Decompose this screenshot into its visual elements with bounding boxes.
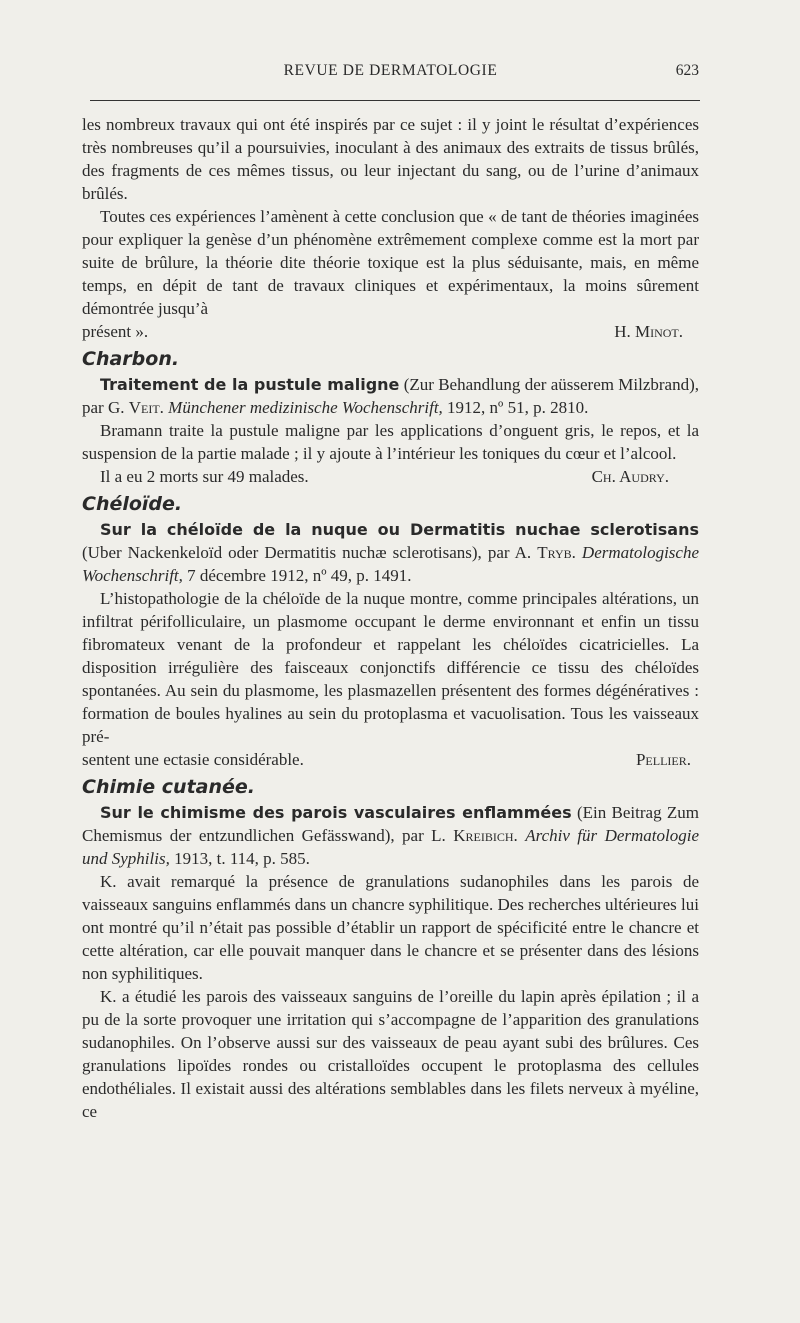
intro-signature: H. Minot. xyxy=(614,322,683,341)
chimie-ref-a: (Ein Beitrag Zum Chemismus der entzundlichen Gefässwand), par L. xyxy=(82,803,699,845)
running-header xyxy=(82,62,699,90)
cheloide-article-title: Sur la chéloïde de la nuque ou Dermatitis nuchae sclerotisans xyxy=(100,520,699,539)
charbon-journal: Münchener medizinische Wochenschrift, xyxy=(168,398,443,417)
charbon-signature-row xyxy=(82,465,699,488)
intro-paragraph-2-end: présent ». xyxy=(82,322,149,341)
charbon-paragraph-2: Il a eu 2 morts sur 49 malades. xyxy=(100,467,309,486)
chimie-journal: Archiv für Dermatologie und Syphilis, xyxy=(82,826,700,868)
cheloide-signature-row xyxy=(82,748,699,771)
cheloide-paragraph-1-end: sentent une ectasie considérable. xyxy=(82,750,304,769)
charbon-author: Veit xyxy=(128,398,160,417)
cheloide-ref-c: 7 décembre 1912, nº 49, p. 1491. xyxy=(182,566,412,585)
page-body xyxy=(82,113,699,1123)
cheloide-author: Tryb xyxy=(537,543,572,562)
charbon-ref-a: (Zur Behandlung der aüsserem Milzbrand), par G. xyxy=(82,375,699,417)
cheloide-paragraph-1: L’histopathologie de la chéloïde de la nuque montre, comme principales altérations, un infiltrat périfolliculaire, un plasmome occupant le derme environnant et enfin un tissu fibromateux venant de la profondeur et rappelant les chéloïdes cicatricielles. La disposition irrégulière des faisceaux conjonctifs différencie ce tissu des chéloïdes spontanées. Au sein du plasmome, les plasmazellen présentent des formes dégénératives : formation de boules hyalines au sein du protoplasma et vacuolisation. Tous les vaisseaux pré- xyxy=(82,589,699,746)
charbon-reference xyxy=(82,373,699,419)
cheloide-reference xyxy=(82,518,699,587)
cheloide-journal: Dermatologische Wochenschrift, xyxy=(82,543,700,585)
charbon-ref-c: 1912, nº 51, p. 2810. xyxy=(442,398,589,417)
page-number: 623 xyxy=(675,62,699,79)
charbon-article-title: Traitement de la pustule maligne xyxy=(100,375,400,394)
chimie-reference xyxy=(82,801,699,870)
cheloide-ref-b: . xyxy=(571,543,582,562)
section-heading-cheloide: Chéloïde. xyxy=(82,493,183,515)
charbon-ref-b: . xyxy=(159,398,169,417)
chimie-article-title: Sur le chimisme des parois vasculaires enflammées xyxy=(100,803,572,822)
intro-signature-row xyxy=(82,320,699,343)
charbon-paragraph-1: Bramann traite la pustule maligne par les applications d’onguent gris, le repos, et la suspension de la partie malade ; il y ajoute à l’intérieur les toniques du cœur et l’alcool. xyxy=(82,421,699,463)
chimie-ref-b: . xyxy=(513,826,526,845)
charbon-signature: Ch. Audry. xyxy=(591,467,669,486)
cheloide-ref-a: (Uber Nackenkeloïd oder Dermatitis nuchæ sclerotisans), par A. xyxy=(82,543,538,562)
chimie-author: Kreibich xyxy=(453,826,514,845)
header-rule xyxy=(90,100,700,101)
intro-paragraph-2: Toutes ces expériences l’amènent à cette conclusion que « de tant de théories imaginées pour expliquer la genèse d’un phénomène extrêmement complexe comme est la mort par suite de brûlure, la théorie dite théorie toxique est la plus séduisante, mais, en même temps, en dépit de tant de travaux cliniques et expérimentaux, la moins sûrement démontrée jusqu’à xyxy=(82,207,699,318)
cheloide-signature: Pellier. xyxy=(635,750,691,769)
section-heading-charbon: Charbon. xyxy=(82,348,180,370)
intro-paragraph-1: les nombreux travaux qui ont été inspirés par ce sujet : il y joint le résultat d’expériences très nombreuses qu’il a poursuivies, inoculant à des animaux des extraits de tissus brûlés, des fragments de ces mêmes tissus, ou leur injectant du sang, ou de l’urine d’animaux brûlés. xyxy=(82,115,699,203)
section-heading-chimie: Chimie cutanée. xyxy=(82,776,256,798)
chimie-ref-c: 1913, t. 114, p. 585. xyxy=(169,849,310,868)
chimie-paragraph-1: K. avait remarqué la présence de granulations sudanophiles dans les parois de vaisseaux sanguins enflammés dans un chancre syphilitique. Des recherches ultérieures lui ont montré qu’il n’était pas possible d’établir un rapport de spécificité entre le chancre et cette altération, car elle pouvait manquer dans le chancre et se présenter dans des lésions non syphilitiques. xyxy=(82,872,699,983)
chimie-paragraph-2: K. a étudié les parois des vaisseaux sanguins de l’oreille du lapin après épilation ; il a pu de la sorte provoquer une irritation qui s’accompagne de l’apparition des granulations sudanophiles. On l’observe aussi sur des vaisseaux de peau ayant subi des brûlures. Ces granulations lipoïdes rondes ou cristalloïdes occupent le protoplasma des cellules endothéliales. Il existait aussi des altérations semblables dans les filets nerveux à myéline, ce xyxy=(82,987,699,1121)
running-title: REVUE DE DERMATOLOGIE xyxy=(283,62,498,79)
